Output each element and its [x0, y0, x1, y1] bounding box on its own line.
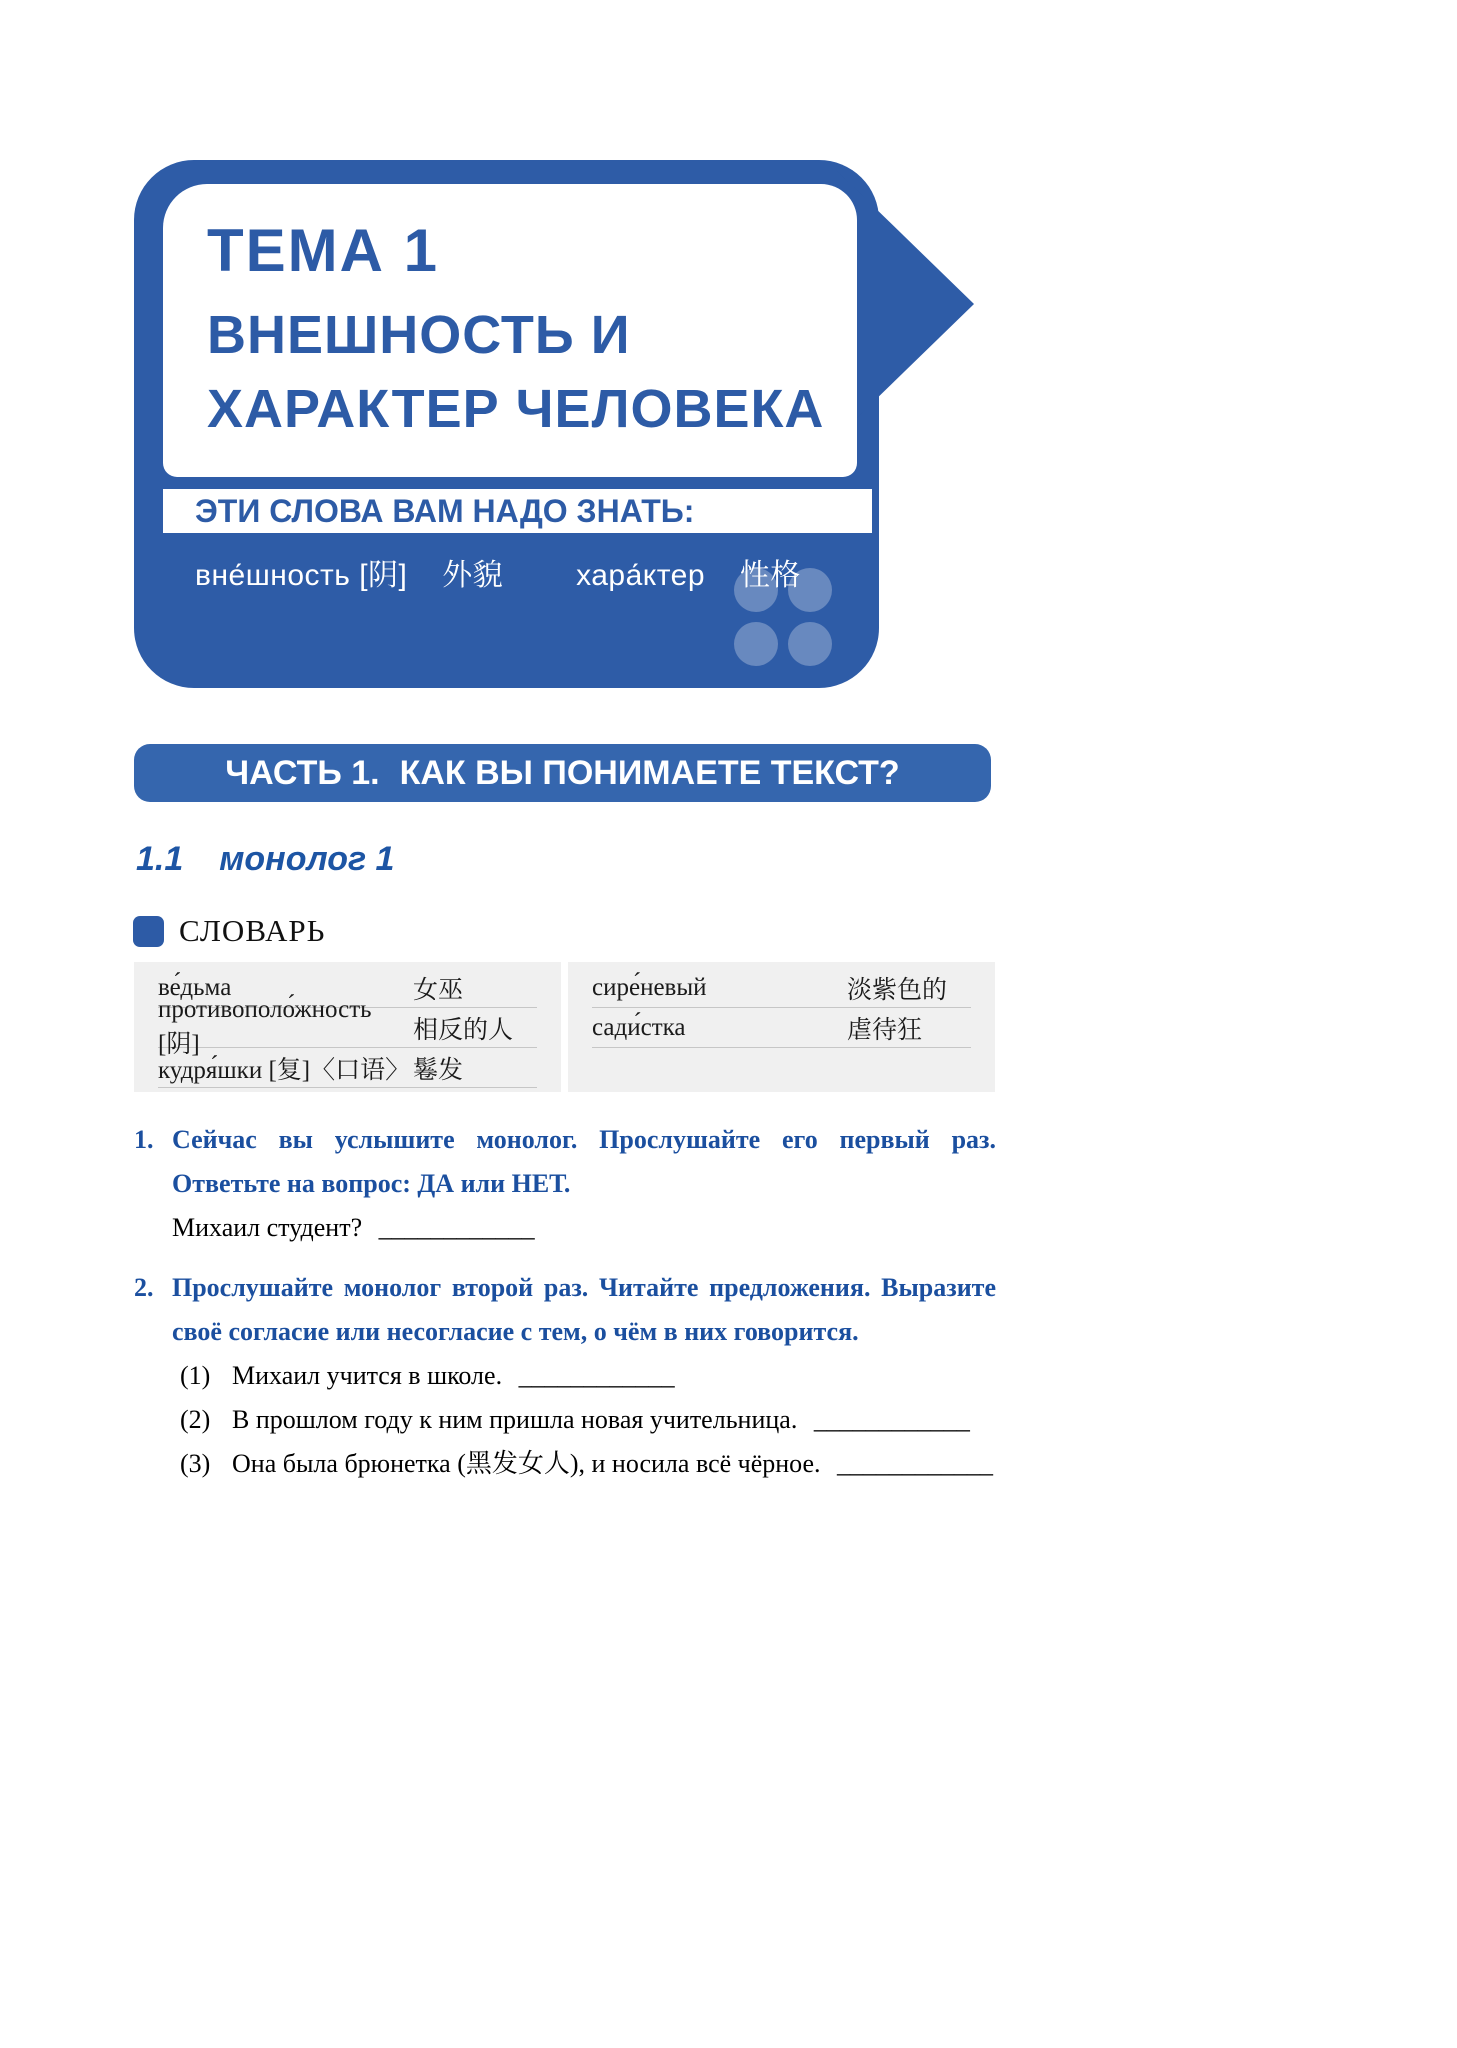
answer-blank: ____________ [813, 1405, 970, 1434]
banner-vocab-line [195, 550, 801, 594]
exercise-1 [134, 1118, 996, 1250]
exercise-number: 1. [134, 1125, 154, 1154]
section-heading [136, 840, 394, 879]
glossary-row [592, 1008, 971, 1048]
glossary-column-left [134, 962, 561, 1092]
glossary-row [592, 968, 971, 1008]
glossary-term-ru: кудря́шки [复]〈口语〉 [158, 1056, 411, 1084]
item-number: (3) [180, 1449, 211, 1478]
item-text: Михаил студент? [172, 1213, 363, 1242]
glossary-term-zh: 女巫 [413, 976, 464, 1004]
dot-shape [734, 622, 778, 666]
glossary-term-ru: сире́невый [592, 973, 707, 1001]
glossary-term-zh: 淡紫色的 [847, 976, 948, 1004]
must-know-strip [163, 489, 872, 533]
glossary-column-right [568, 962, 995, 1092]
exercise-head [134, 1266, 996, 1354]
theme-number: ТЕМА 1 [207, 217, 440, 284]
glossary-term-ru: ве́дьма [158, 973, 232, 1001]
exercise-2 [134, 1266, 996, 1486]
part-title: КАК ВЫ ПОНИМАЕТЕ ТЕКСТ? [399, 753, 900, 792]
banner-title-panel [163, 184, 857, 477]
answer-blank: ____________ [518, 1361, 675, 1390]
vocab-word-ru: вне́шность [阴] [195, 559, 408, 592]
exercise-items [172, 1354, 996, 1486]
glossary-row [158, 1048, 537, 1088]
item-number: (1) [180, 1361, 211, 1390]
exercise-item [172, 1398, 996, 1442]
item-text: Она была брюнетка (黑发女人), и носила всё чёрное. [232, 1449, 821, 1478]
theme-banner [134, 160, 979, 690]
must-know-label: ЭТИ СЛОВА ВАМ НАДО ЗНАТЬ: [195, 492, 695, 529]
square-bullet-icon [133, 916, 164, 947]
dot-shape [788, 568, 832, 612]
glossary-term-ru: сади́стка [592, 1013, 686, 1041]
item-text: Михаил учится в школе. [232, 1361, 503, 1390]
exercise-item [172, 1206, 996, 1250]
exercise-items [172, 1206, 996, 1250]
glossary-term-ru: противополо́жность [阴] [158, 995, 372, 1058]
vocab-word-ru: хара́ктер [576, 559, 706, 592]
exercise-number: 2. [134, 1273, 154, 1302]
vocab-word-zh: 性格 [739, 559, 801, 592]
theme-title-line2: ХАРАКТЕР ЧЕЛОВЕКА [207, 379, 825, 439]
theme-title-line1: ВНЕШНОСТЬ И [207, 305, 631, 365]
exercise-head [134, 1118, 996, 1206]
dot-shape [734, 568, 778, 612]
glossary-term-zh: 相反的人 [413, 1016, 514, 1044]
item-number: (2) [180, 1405, 211, 1434]
section-number: 1.1 [136, 840, 184, 878]
item-text: В прошлом году к ним пришла новая учительница. [232, 1405, 798, 1434]
glossary-term-zh: 虐待狂 [847, 1016, 923, 1044]
answer-blank: ____________ [378, 1213, 535, 1242]
glossary-row [158, 995, 537, 1058]
section-title: монолог 1 [219, 840, 395, 878]
glossary-table [134, 962, 995, 1092]
glossary-heading-text: СЛОВАРЬ [179, 913, 326, 948]
exercise-prompt: Прослушайте монолог второй раз. Читайте предложения. Выразите своё согласие или несогласие с тем, о чём в них говорится. [172, 1273, 996, 1346]
glossary-heading [133, 913, 325, 949]
vocab-word-zh: 外貌 [442, 559, 504, 592]
decorative-dots-icon [734, 568, 834, 668]
part-header [134, 744, 991, 802]
dot-shape [788, 622, 832, 666]
part-label: ЧАСТЬ 1. [225, 753, 380, 792]
exercise-item [172, 1442, 996, 1486]
answer-blank: ____________ [837, 1449, 994, 1478]
exercise-item [172, 1354, 996, 1398]
glossary-term-zh: 鬈发 [413, 1056, 464, 1084]
exercise-prompt: Сейчас вы услышите монолог. Прослушайте его первый раз. Ответьте на вопрос: ДА или НЕТ. [172, 1125, 996, 1198]
